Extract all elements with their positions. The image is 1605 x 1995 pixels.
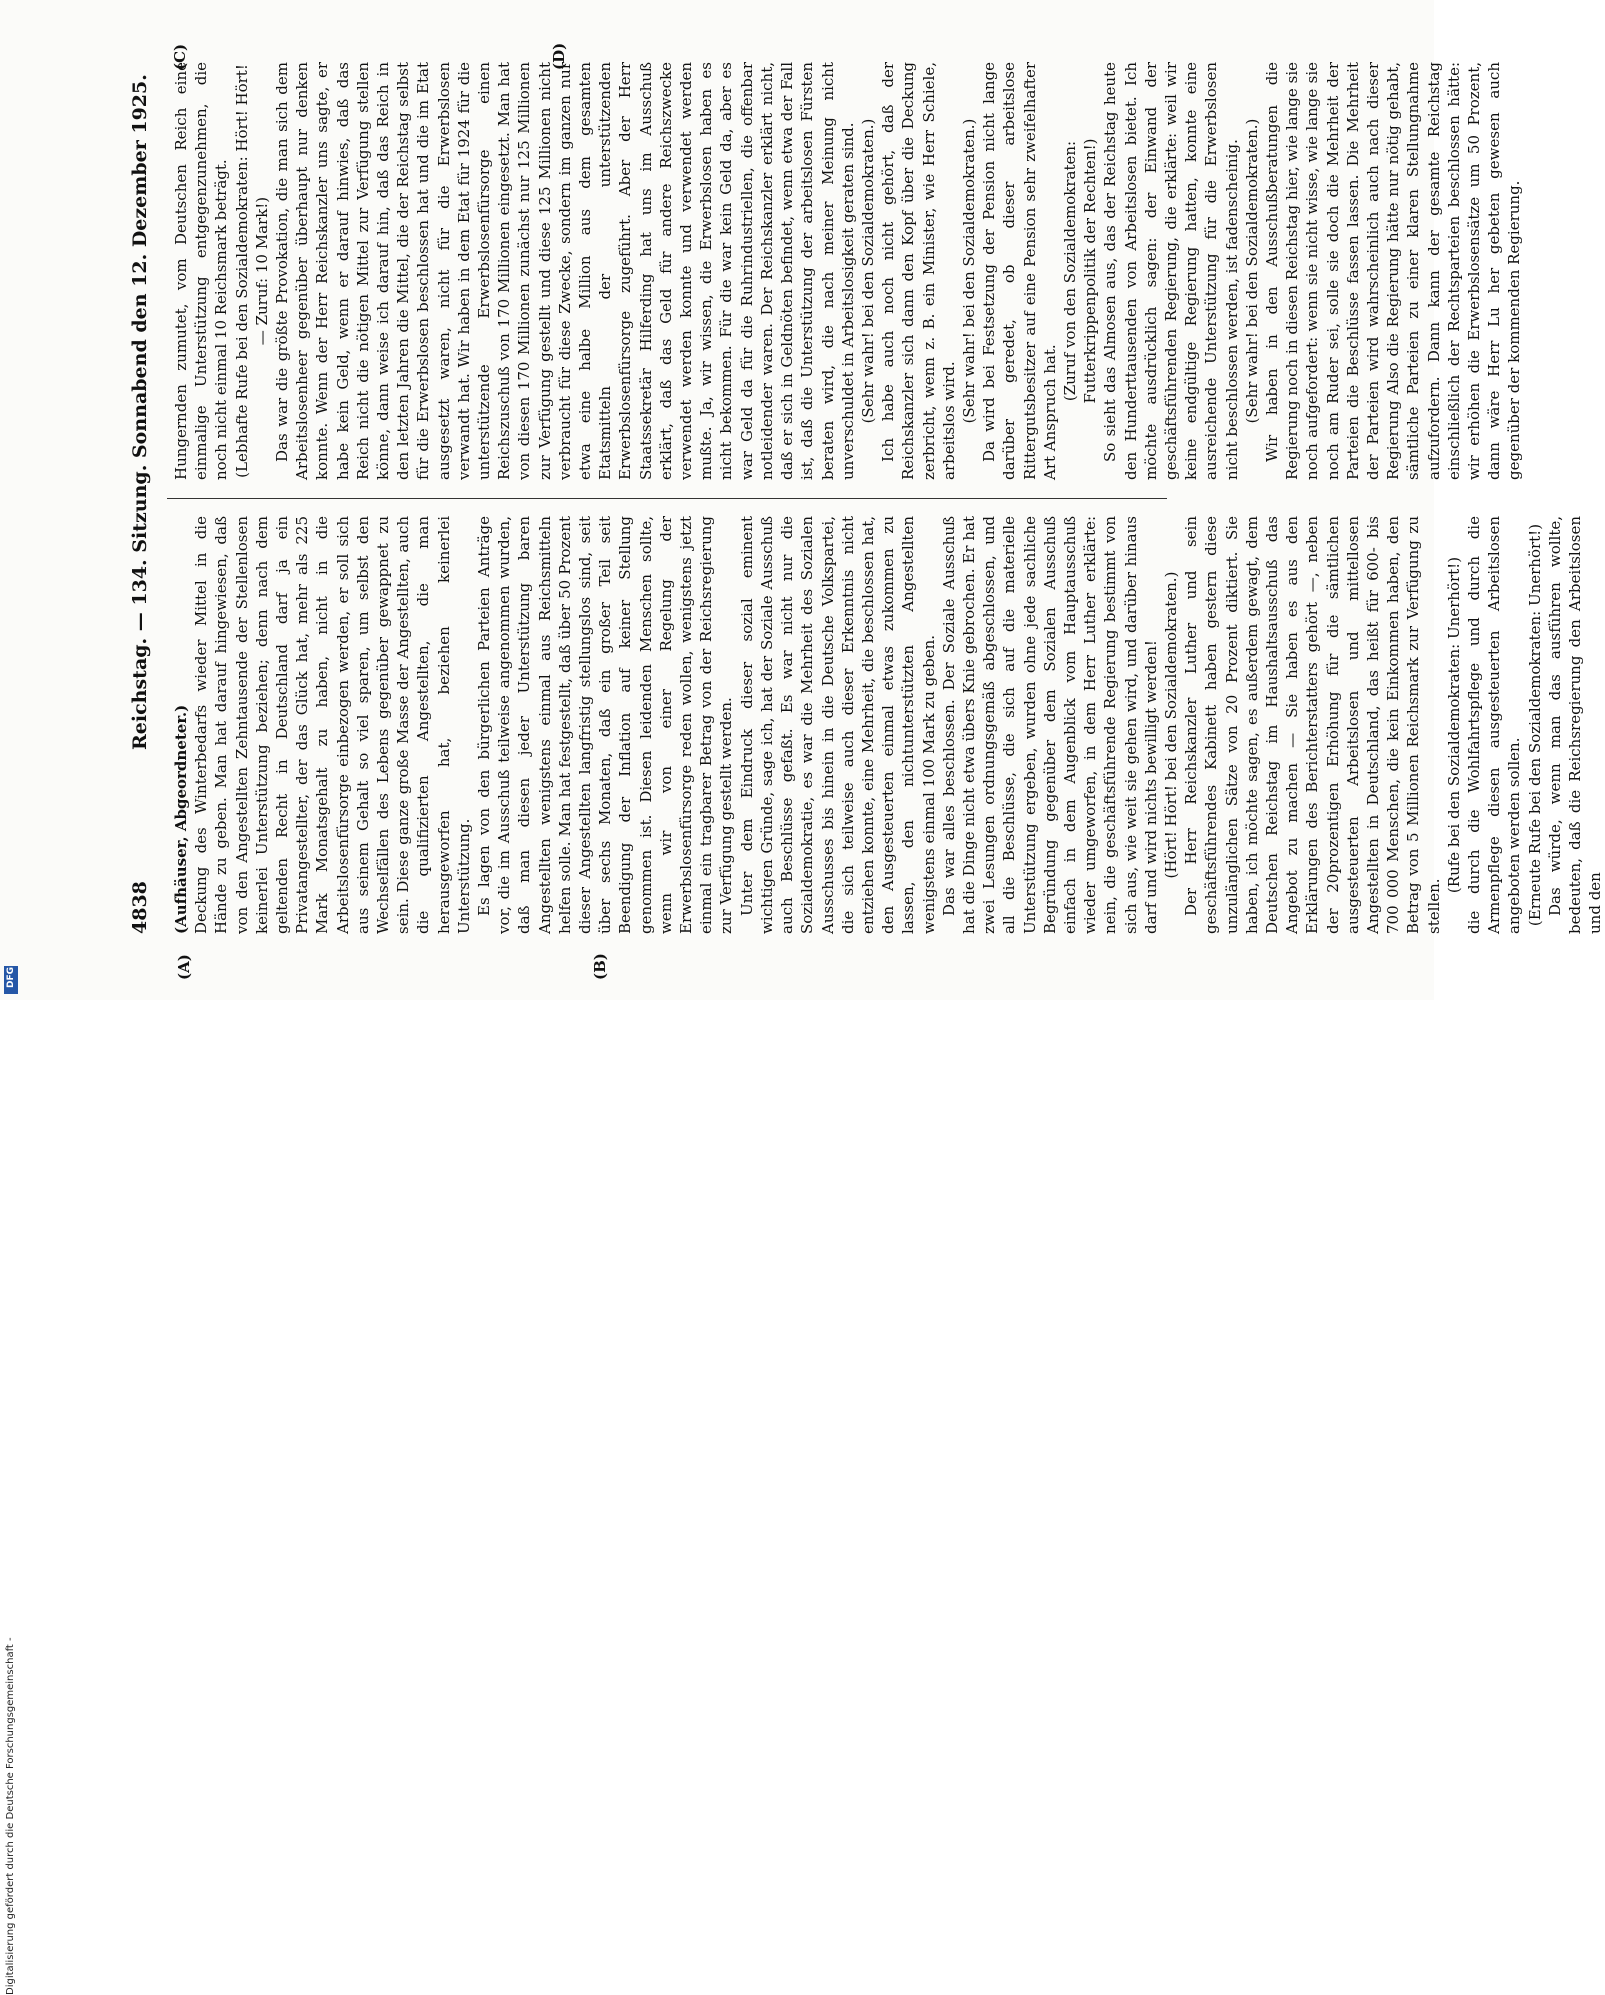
interjection: (Zuruf von den Sozialdemokraten: Futterkrippenpolitik der Rechten!) (1060, 138, 1100, 404)
paragraph: Ich habe auch noch nicht gehört, daß der Reichskanzler sich dann den Kopf über die Deckung zerbricht, wenn z. B. ein Minister, wie Herr Schiele, arbeitslos wird. (879, 62, 958, 480)
margin-letter-c: (C) (171, 43, 189, 70)
running-head: Reichstag. — 134. Sitzung. Sonnabend den 12. Dezember 1925. (129, 74, 151, 750)
margin-letter-a: (A) (175, 954, 193, 980)
page-number: 4838 (129, 881, 151, 934)
interjection: (Lebhafte Rufe bei den Sozialdemokraten: Hört! Hört! — Zuruf: 10 Mark!) (232, 64, 271, 478)
dfg-logo (4, 966, 18, 994)
interjection: (Rufe bei den Sozialdemokraten: Unerhört!) (1444, 556, 1463, 894)
speaker-attribution: (Aufhäuser, Abgeordneter.) (172, 704, 190, 934)
interjection: (Sehr wahr! bei den Sozialdemokraten.) (1242, 118, 1261, 424)
paragraph: Das war die größte Provokation, die man sich dem Arbeitslosenheer gegenüber überhaupt nur denken konnte. Wenn der Herr Reichskanzler uns sagte, er habe kein Geld, wenn er darauf hinwies, daß das Reich nicht die nötigen Mittel zur Verfügung stellen könne, dann weise ich darauf hin, daß das Reich in den letzten Jahren die Mittel, die der Reichstag selbst für die Erwerbslosen beschlossen hat und die im Etat ausgesetzt waren, nicht für die Erwerbslosen verwandt hat. Wir haben in dem Etat für 1924 für die unterstützende Erwerbslosenfürsorge einen Reichszuschuß von 170 Millionen eingesetzt. Man hat von diesen 170 Millionen zunächst nur 125 Millionen zur Verfügung gestellt und diese 125 Millionen nicht verbraucht für diese Zwecke, sondern im ganzen nur etwa eine halbe Million aus dem gesamten Etatsmitteln der unterstützenden Erwerbslosenfürsorge zugeführt. Aber der Herr Staatssekretär Hilferding hat uns im Ausschuß erklärt, daß das Geld für andere Reichszwecke verwendet werden konnte und verwendet werden mußte. Ja, wir wissen, die Erwerbslosen haben es nicht bekommen. Für die war kein Geld da, aber es war Geld da für die Ruhrindustriellen, die offenbar notleidender waren. Der Reichskanzler erklärt nicht, daß er sich in Geldnöten befindet, wenn etwa der Fall ist, daß die Unterstützung der arbeitslosen Fürsten beraten wird, die nach meiner Meinung nicht unverschuldet in Arbeitslosigkeit geraten sind. (273, 62, 857, 480)
paragraph: Unter dem Eindruck dieser sozial eminent wichtigen Gründe, sage ich, hat der Soziale Ausschuß auch Beschlüsse gefaßt. Es war nicht nur die Sozialdemokratie, es war die Mehrheit des Sozialen Ausschusses bis hinein in die Deutsche Volkspartei, die sich teilweise auch dieser Erkenntnis nicht entziehen konnte, eine Mehrheit, die beschlossen hat, den Ausgesteuerten einmal etwas zukommen zu lassen, den nichtunterstützten Angestellten wenigstens einmal 100 Mark zu geben. (737, 516, 938, 934)
right-column (171, 62, 1525, 480)
interjection: (Erneute Rufe bei den Sozialdemokraten: Unerhört!) (1525, 523, 1544, 927)
paragraph: Da wird bei Festsetzung der Pension nicht lange darüber geredet, ob dieser arbeitslose Rittergutsbesitzer auf eine Pension sehr zweifelhafter Art Anspruch hat. (980, 62, 1059, 480)
document-page (117, 42, 1605, 980)
dfg-logo-text: DFG (6, 966, 16, 988)
paragraph: Hungernden zumutet, vom Deutschen Reich eine einmalige Unterstützung entgegenzunehmen, die noch nicht einmal 10 Reichsmark beträgt. (172, 62, 231, 480)
margin-letter-b: (B) (591, 953, 609, 980)
interjection: (Sehr wahr! bei den Sozialdemokraten.) (858, 118, 877, 424)
left-column (171, 516, 1605, 934)
interjection: (Hört! Hört! bei den Sozialdemokraten.) (1161, 571, 1180, 879)
paragraph: die durch die Wohlfahrtspflege und durch die Armenpflege diesen ausgesteuerten Arbeitslosen angeboten werden sollen. (1465, 516, 1524, 934)
paragraph: Deckung des Winterbedarfs wieder Mittel in die Hände zu geben. Man hat darauf hingewiesen, daß von den Angestellten Zehntausende der Stellenlosen keinerlei Unterstützung beziehen; denn nach dem geltenden Recht in Deutschland darf ja ein Privatangestellter, der das Glück hat, mehr als 225 Mark Monatsgehalt zu haben, nicht in die Arbeitslosenfürsorge einbezogen werden, er soll sich aus seinem Gehalt so viel sparen, um selbst den Wechselfällen des Lebens gegenüber gewappnet zu sein. Diese ganze große Masse der Angestellten, auch die qualifizierten Angestellten, die man herausgeworfen hat, beziehen keinerlei Unterstützung. (192, 516, 473, 934)
page-header (127, 50, 159, 950)
column-divider (167, 498, 1167, 499)
paragraph: Wir haben in den Ausschußberatungen die Regierung noch in diesen Reichstag hier, wie lange sie noch aufgefordert: wenn sie nicht wisse, wie lange sie noch am Ruder sei, solle sie doch die Mehrheit der Parteien die Beschlüsse fassen lassen. Die Mehrheit der Parteien wird wahrscheinlich auch nach dieser Regierung Also die Regierung hätte nur nötig gehabt, sämtliche Parteien zu einer klaren Stellungnahme aufzufordern. Dann kann der gesamte Reichstag einschließlich der Rechtsparteien beschlossen hätte: wir erhöhen die Erwerbslosensätze um 50 Prozent, dann wäre Herr Lu her gebeten gewesen auch gegenüber der kommenden Regierung. (1262, 62, 1524, 480)
paragraph: Das war alles beschlossen. Der Soziale Ausschuß hat die Dinge nicht etwa übers Knie gebrochen. Er hat zwei Lesungen ordnungsgemäß abgeschlossen, und all die Beschlüsse, die sich auf die materielle Unterstützung ergeben, wurden ohne jede sachliche Begründung gegenüber dem Sozialen Ausschuß einfach in dem Augenblick vom Hauptausschuß wieder umgeworfen, in dem Herr Luther erklärte: nein, die geschäftsführende Regierung bestimmt von sich aus, wie weit sie gehen wird, und darüber hinaus darf und wird nichts bewilligt werden! (939, 516, 1160, 934)
paragraph: Das würde, wenn man das ausführen wollte, bedeuten, daß die Reichsregierung den Arbeitslosen und den (1545, 516, 1605, 934)
margin-letter-d: (D) (550, 42, 568, 70)
paragraph: So sieht das Almosen aus, das der Reichstag heute den Hunderttausenden von Arbeitslosen bietet. Ich möchte ausdrücklich sagen: der Einwand der geschäftsführenden Regierung, die erklärte: weil wir keine endgültige Regierung hatten, konnte eine ausreichende Unterstützung für die Erwerbslosen nicht beschlossen werden, ist fadenscheinig. (1101, 62, 1241, 480)
interjection: (Sehr wahr! bei den Sozialdemokraten.) (959, 118, 978, 424)
paragraph: Der Herr Reichskanzler Luther und sein geschäftsführendes Kabinett haben gestern diese unzulänglichen Sätze von 20 Prozent diktiert. Sie haben, ich möchte sagen, es außerdem gewagt, dem Deutschen Reichstag im Haushaltsausschuß das Angebot zu machen — Sie haben es aus den Erklärungen des Berichterstatters gehört —, neben der 20prozentigen Erhöhung für die sämtlichen ausgesteuerten Arbeitslosen und mittellosen Angestellten in Deutschland, das heißt für 600- bis 700 000 Menschen, die kein Einkommen haben, den Betrag von 5 Millionen Reichsmark zur Verfügung zu stellen. (1182, 516, 1443, 934)
funding-note-text: Digitalisierung gefördert durch die Deutsche Forschungsgemeinschaft - (5, 1637, 16, 1995)
funding-note (5, 995, 21, 1995)
paragraph: Es lagen von den bürgerlichen Parteien Anträge vor, die im Ausschuß teilweise angenommen wurden, daß man diesen jeder Unterstützung baren Angestellten wenigstens einmal aus Reichsmitteln helfen solle. Man hat festgestellt, daß über 50 Prozent dieser Angestellten langfristig stellungslos sind, seit über sechs Monaten, daß ein großer Teil seit Beendigung der Inflation auf keiner Stellung genommen ist. Diesen leidenden Menschen sollte, wenn wir von einer Regelung der Erwerbslosenfürsorge reden wollen, wenigstens jetzt einmal ein tragbarer Betrag von der Reichsregierung zur Verfügung gestellt werden. (475, 516, 736, 934)
